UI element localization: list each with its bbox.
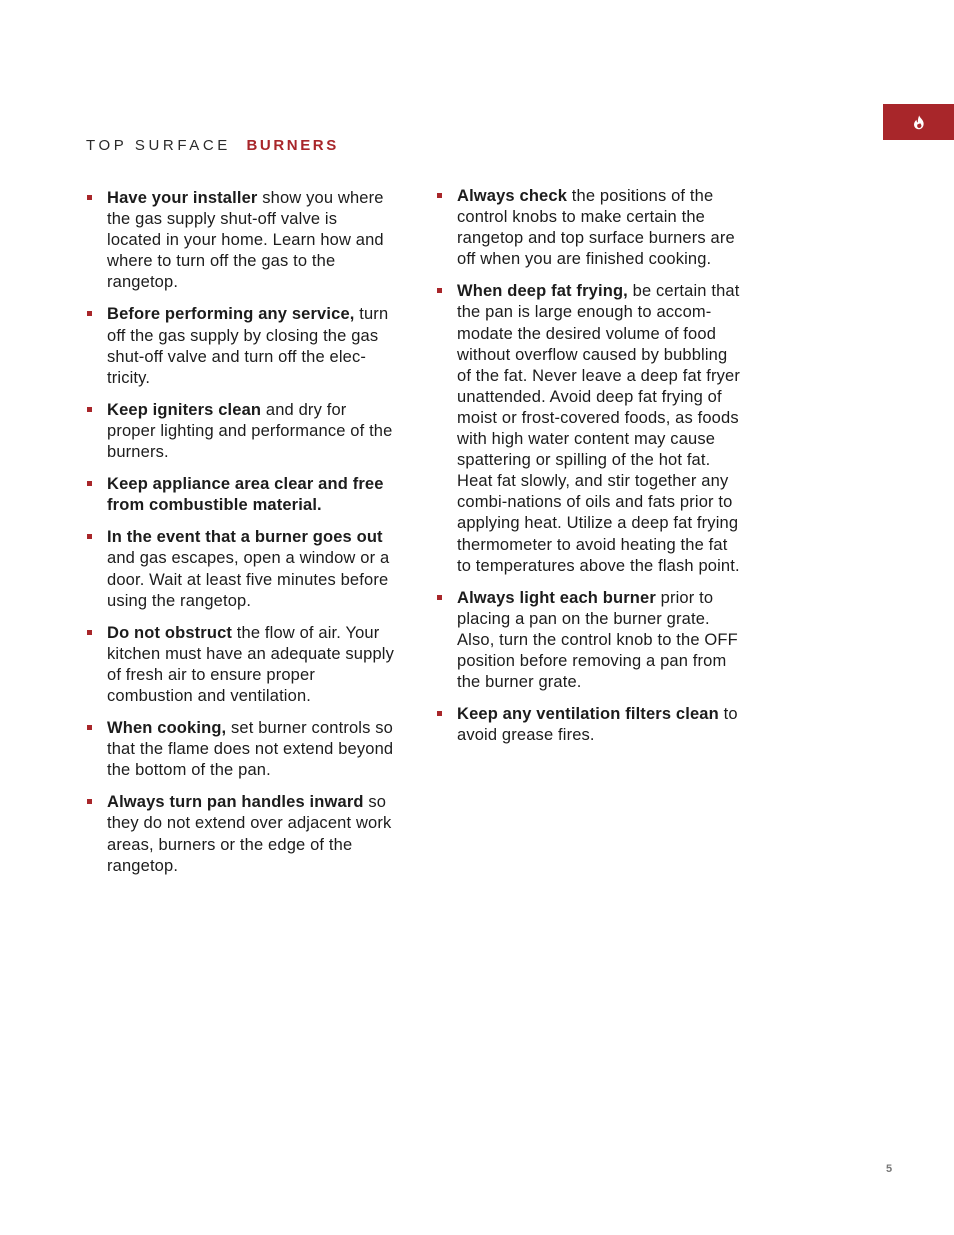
section-title-prefix: TOP SURFACE [86, 137, 231, 154]
bullet-icon [437, 595, 442, 600]
item-text: be certain that the pan is large enough to accom-modate the desired volume of food without overflow caused by bubbling of the fat. Never leave a deep fat fryer unattended. Avoid deep fat frying of moist or frost-covered foods, as foods with high water content may cause spattering or spilling of the hot fat. Heat fat slowly, and stir together any combi-nations of oils and fats prior to applying heat. Utilize a deep fat frying thermometer to avoid heating the fat to temperatures above the flash point. [457, 282, 740, 575]
item-lead: In the event that a burner goes out [107, 528, 383, 547]
item-lead: Keep igniters clean [107, 400, 262, 419]
item-text: show you where the gas supply shut-off valve is located in your home. Learn how and where to turn off the gas to the rangetop. [107, 189, 384, 292]
item-text: the flow of air. Your kitchen must have an adequate supply of fresh air to ensure proper combustion and ventilation. [107, 623, 395, 705]
section-title-accent: BURNERS [246, 137, 339, 154]
list-item [86, 792, 396, 876]
item-text: prior to placing a pan on the burner grate. Also, turn the control knob to the OFF position before removing a pan from the burner grate. [457, 588, 738, 692]
bullet-icon [87, 311, 92, 316]
bullet-icon [87, 407, 92, 412]
item-text: and dry for proper lighting and performance of the burners. [107, 400, 393, 462]
item-lead: When cooking, [107, 719, 227, 738]
item-lead: Keep any ventilation filters clean [457, 705, 719, 724]
list-item [436, 588, 746, 693]
item-lead: Do not obstruct [107, 623, 233, 642]
safety-list-right [436, 186, 746, 757]
item-lead: Always light each burner [457, 588, 656, 607]
list-item [436, 186, 746, 270]
list-item [86, 718, 396, 781]
section-title [86, 137, 339, 154]
list-item [86, 304, 396, 388]
bullet-icon [87, 630, 92, 635]
list-item [86, 474, 396, 516]
item-lead: Before performing any service, [107, 305, 355, 324]
item-text: so they do not extend over adjacent work areas, burners or the edge of the rangetop. [107, 793, 392, 875]
item-lead: Always check [457, 187, 568, 205]
list-item [86, 188, 396, 293]
item-text: the positions of the control knobs to make certain the rangetop and top surface burners are off when you are finished cooking. [457, 187, 735, 269]
list-item [436, 281, 746, 576]
item-text: and gas escapes, open a window or a door. Wait at least five minutes before using the rangetop. [107, 549, 390, 610]
bullet-icon [87, 481, 92, 486]
bullet-icon [87, 195, 92, 200]
bullet-icon [437, 711, 442, 716]
bullet-icon [437, 193, 442, 198]
flame-icon [913, 115, 925, 130]
item-lead: Always turn pan handles inward [107, 793, 364, 812]
section-tab-marker [883, 104, 954, 140]
page-number: 5 [886, 1163, 893, 1175]
list-item [86, 527, 396, 611]
item-lead: Keep appliance area clear and free from combustible material. [107, 475, 384, 515]
item-text: set burner controls so that the flame does not extend beyond the bottom of the pan. [107, 719, 394, 780]
list-item [436, 704, 746, 746]
item-text: turn off the gas supply by closing the gas shut-off valve and turn off the elec-tricity. [107, 305, 389, 387]
bullet-icon [87, 534, 92, 539]
item-text: to avoid grease fires. [457, 705, 738, 745]
safety-list-left [86, 188, 396, 888]
bullet-icon [437, 288, 442, 293]
bullet-icon [87, 799, 92, 804]
item-lead: When deep fat frying, [457, 282, 628, 301]
list-item [86, 400, 396, 463]
bullet-icon [87, 725, 92, 730]
item-lead: Have your installer [107, 189, 258, 207]
list-item [86, 623, 396, 707]
